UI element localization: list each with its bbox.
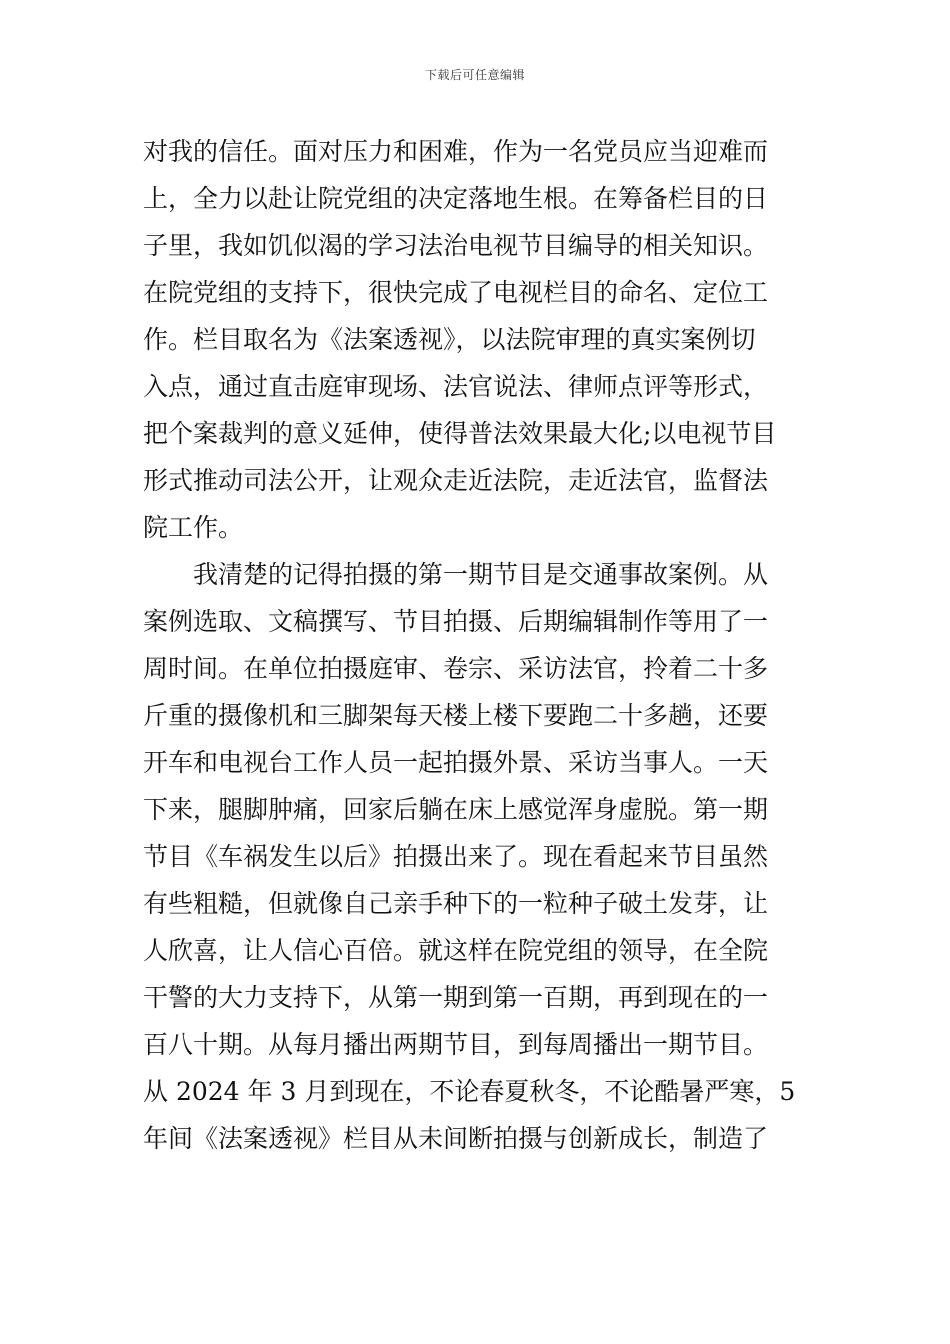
body-line: 从 2024 年 3 月到现在，不论春夏秋冬，不论酷暑严寒，5: [143, 1077, 796, 1106]
body-line: 开车和电视台工作人员一起拍摄外景、采访当事人。一天: [143, 748, 769, 777]
body-line: 斤重的摄像机和三脚架每天楼上楼下要跑二十多趟，还要: [143, 701, 769, 730]
body-line: 在院党组的支持下，很快完成了电视栏目的命名、定位工: [143, 278, 769, 307]
body-line: 案例选取、文稿撰写、节目拍摄、后期编辑制作等用了一: [143, 607, 769, 636]
body-line: 上，全力以赴让院党组的决定落地生根。在筹备栏目的日: [143, 184, 769, 213]
body-line: 我清楚的记得拍摄的第一期节目是交通事故案例。从: [143, 560, 769, 589]
body-line: 有些粗糙，但就像自己亲手种下的一粒种子破土发芽，让: [143, 889, 769, 918]
body-line: 作。栏目取名为《法案透视》，以法院审理的真实案例切: [143, 325, 756, 354]
body-line: 子里，我如饥似渴的学习法治电视节目编导的相关知识。: [143, 231, 769, 260]
body-line: 节目《车祸发生以后》拍摄出来了。现在看起来节目虽然: [143, 842, 769, 871]
body-line: 把个案裁判的意义延伸，使得普法效果最大化;以电视节目: [143, 419, 777, 448]
body-line: 形式推动司法公开，让观众走近法院，走近法官，监督法: [143, 466, 769, 495]
body-line: 周时间。在单位拍摄庭审、卷宗、采访法官，拎着二十多: [143, 654, 769, 683]
body-line: 干警的大力支持下，从第一期到第一百期，再到现在的一: [143, 983, 769, 1012]
body-line: 下来，腿脚肿痛，回家后躺在床上感觉浑身虚脱。第一期: [143, 795, 769, 824]
page-header-note: 下载后可任意编辑: [424, 68, 525, 82]
body-line: 百八十期。从每月播出两期节目，到每周播出一期节目。: [143, 1030, 769, 1059]
document-body: [143, 128, 807, 1162]
body-line: 年间《法案透视》栏目从未间断拍摄与创新成长，制造了: [143, 1124, 769, 1153]
body-line: 人欣喜，让人信心百倍。就这样在院党组的领导，在全院: [143, 936, 769, 965]
body-line: 入点，通过直击庭审现场、法官说法、律师点评等形式，: [143, 372, 769, 401]
body-line: 院工作。: [143, 513, 244, 542]
body-line: 对我的信任。面对压力和困难，作为一名党员应当迎难而: [143, 137, 769, 166]
